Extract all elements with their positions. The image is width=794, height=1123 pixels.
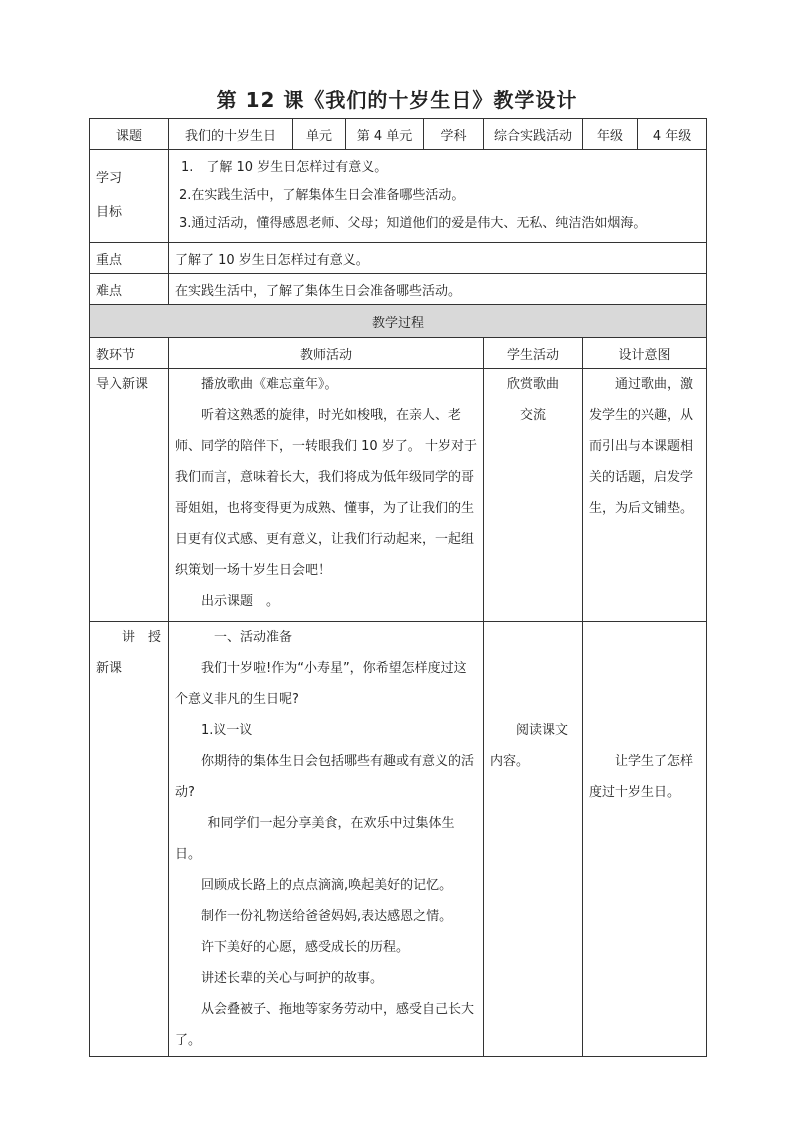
- goals-row: [90, 150, 707, 243]
- page-title: 第 12 课《我们的十岁生日》教学设计: [216, 88, 578, 112]
- lesson-intent: [583, 622, 707, 1057]
- course-label: 课题: [90, 119, 169, 150]
- student-line: 欣赏歌曲: [507, 377, 560, 392]
- student-text: 阅读课文内容。: [490, 723, 569, 769]
- intro-stage: 导入新课: [90, 369, 169, 622]
- lesson-teacher: [169, 622, 484, 1057]
- process-header-row: [90, 305, 707, 338]
- teacher-paragraph: 回顾成长路上的点点滴滴,唤起美好的记忆。: [201, 878, 453, 893]
- goals-content: [169, 150, 707, 243]
- column-header-row: [90, 338, 707, 369]
- process-header: 教学过程: [90, 305, 707, 338]
- focus-text: 了解了 10 岁生日怎样过有意义。: [169, 243, 707, 274]
- column-header: 学生活动: [484, 338, 583, 369]
- teacher-paragraph: 出示课题 。: [201, 594, 280, 609]
- column-header: 教环节: [90, 338, 169, 369]
- lesson-plan-table: [89, 118, 707, 1057]
- goal-item: 1. 了解 10 岁生日怎样过有意义。: [181, 160, 388, 175]
- lesson-student: [484, 622, 583, 1057]
- intro-intent: 通过歌曲，激发学生的兴趣，从而引出与本课题相关的话题，启发学生，为后文铺垫。: [583, 369, 707, 622]
- teacher-paragraph: 许下美好的心愿，感受成长的历程。: [201, 940, 410, 955]
- teacher-paragraph: 1.议一议: [201, 723, 253, 738]
- student-line: 交流: [520, 408, 547, 423]
- lesson-stage-line: 新课: [96, 661, 123, 676]
- focus-row: [90, 243, 707, 274]
- intro-teacher: [169, 369, 484, 622]
- teacher-paragraph: 听着这熟悉的旋律，时光如梭哦，在亲人、老师、同学的陪伴下，一转眼我们 10 岁了。 十岁对于我们而言，意味着长大，我们将成为低年级同学的哥哥姐姐，也将变得更为成熟、懂事，为了让我们的生日更有仪式感、更有意义，让我们行动起来，一起组织策划一场十岁生日会吧！: [175, 408, 477, 578]
- header-row: [90, 119, 707, 150]
- goals-label-line: 目标: [96, 205, 123, 220]
- course-value: 我们的十岁生日: [169, 119, 293, 150]
- teacher-paragraph: 讲述长辈的关心与呵护的故事。: [201, 971, 384, 986]
- goals-label: [90, 150, 169, 243]
- teacher-paragraph: 你期待的集体生日会包括哪些有趣或有意义的活动?: [175, 754, 475, 800]
- teacher-paragraph: 播放歌曲《难忘童年》。: [201, 377, 338, 392]
- focus-label: 重点: [90, 243, 169, 274]
- teacher-paragraph: 和同学们一起分享美食，在欢乐中过集体生日。: [175, 816, 455, 862]
- difficulty-row: [90, 274, 707, 305]
- lesson-stage-line: 讲 授: [122, 630, 162, 645]
- unit-label: 单元: [293, 119, 346, 150]
- column-header: 设计意图: [583, 338, 707, 369]
- subject-label: 学科: [424, 119, 484, 150]
- lesson-stage: [90, 622, 169, 1057]
- teacher-paragraph: 从会叠被子、拖地等家务劳动中，感受自己长大了。: [175, 1002, 475, 1048]
- unit-value: 第 4 单元: [346, 119, 424, 150]
- goal-item: 3.通过活动，懂得感恩老师、父母；知道他们的爱是伟大、无私、纯洁浩如烟海。: [179, 216, 647, 231]
- difficulty-label: 难点: [90, 274, 169, 305]
- grade-label: 年级: [583, 119, 638, 150]
- column-header: 教师活动: [169, 338, 484, 369]
- grade-value: 4 年级: [638, 119, 707, 150]
- goal-item: 2.在实践生活中，了解集体生日会准备哪些活动。: [179, 188, 465, 203]
- intro-row: [90, 369, 707, 622]
- subject-value: 综合实践活动: [484, 119, 583, 150]
- intent-text: 让学生了怎样度过十岁生日。: [589, 754, 694, 800]
- difficulty-text: 在实践生活中，了解了集体生日会准备哪些活动。: [169, 274, 707, 305]
- intro-student: [484, 369, 583, 622]
- goals-label-line: 学习: [96, 171, 123, 186]
- teacher-paragraph: 我们十岁啦!作为“小寿星”，你希望怎样度过这个意义非凡的生日呢?: [175, 661, 467, 707]
- teacher-paragraph: 制作一份礼物送给爸爸妈妈,表达感恩之情。: [201, 909, 453, 924]
- lesson-row: [90, 622, 707, 1057]
- teacher-paragraph: 一、活动准备: [214, 630, 293, 645]
